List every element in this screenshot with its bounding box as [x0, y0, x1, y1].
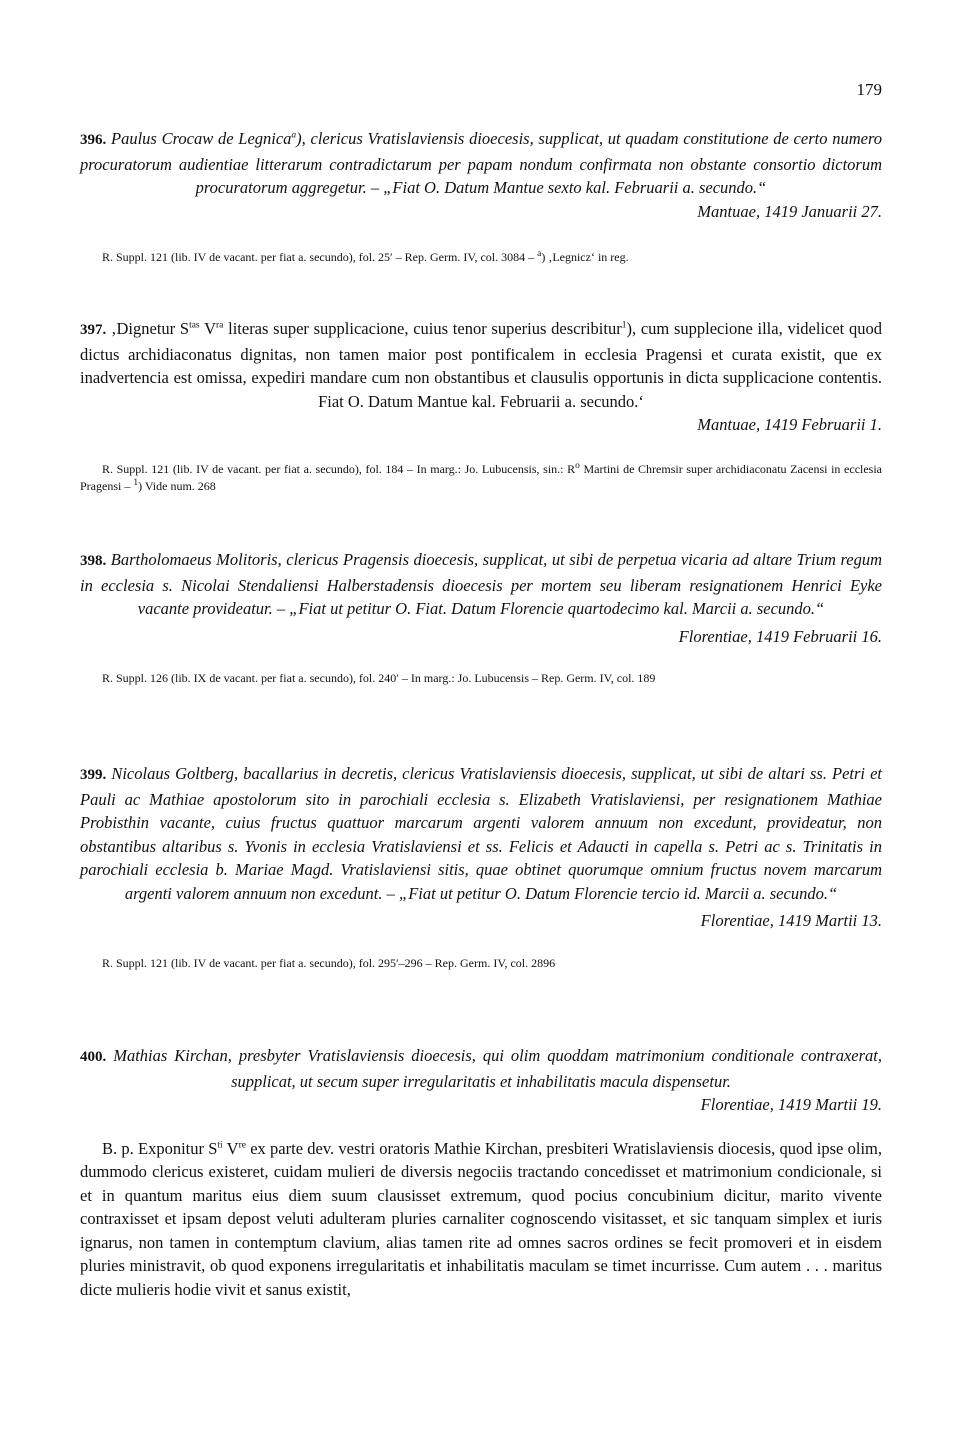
superscript: ra [215, 320, 224, 331]
entry-note: R. Suppl. 126 (lib. IX de vacant. per fiat a. secundo), fol. 240′ – In marg.: Jo. Lubucensis – Rep. Germ. IV, col. 189 [102, 671, 656, 685]
entry-400 [80, 1044, 882, 1301]
note-text: ) Vide num. 268 [138, 478, 216, 493]
entry-dateline: Florentiae, 1419 Martii 13. [700, 911, 882, 930]
entry-text-part: V [199, 319, 216, 338]
page-number: 179 [856, 80, 882, 99]
body-text-part: ex parte dev. vestri oratoris Mathie Kirchan, presbiteri Wratislaviensis diocesis, quod ipse olim, dummodo clericus existeret, cuidam mulieri de diversis negociis tractando concedisset et matrimonium condicionale, si et in quantum maritus eius diem suum clausisset extremum, quod pocius concubinium dicitur, marito vivente contraxisset et ipsam depost veluti adulteram pluries carnaliter cognoscendo visitasset, et sic tanquam simplex et iuris ignarus, non tamen in contemptum clavium, alias tamen rite ad omnes sacros ordines se fecit promoveri et in eisdem pluries ministravit, ob quod exponens irregularitatis et inhabilitatis maculam se timet incurrisse. Cum autem . . . maritus dicte mulieris hodie vivit et sanus existit, [80, 1138, 882, 1299]
entry-number: 399. [80, 767, 107, 783]
entry-398 [80, 548, 882, 687]
entry-dateline: Mantuae, 1419 Januarii 27. [697, 201, 882, 221]
superscript: tas [189, 320, 200, 331]
entry-399 [80, 762, 882, 972]
entry-text-part: ‚Dignetur S [111, 319, 190, 338]
entry-regest [80, 1044, 882, 1093]
entry-number: 398. [80, 553, 107, 569]
superscript: re [238, 1140, 246, 1150]
entry-number: 396. [80, 132, 107, 148]
entry-regest [80, 548, 882, 621]
body-text-part: B. p. Exponitur S [102, 1138, 218, 1158]
regest-text: ), clericus Vratislaviensis dioecesis, supplicat, ut quadam constitutione de certo numero procuratorum audientiae litterarum contradictarum per papam nondum confirmata non obstante consortio dictorum procuratorum aggregetur. – „Fiat O. Datum Mantue sexto kal. Februarii a. secundo.“ [80, 129, 882, 197]
entry-note [80, 249, 882, 266]
regest-text: Mathias Kirchan, presbyter Vratislaviensis dioecesis, qui olim quoddam matrimonium conditionale contraxerat, supplicat, ut secum super irregularitatis et inhabilitatis macula dispensetur. [113, 1046, 883, 1091]
entry-397 [80, 317, 882, 495]
footnote-marker: a [537, 249, 542, 259]
body-text-part: V [222, 1138, 239, 1158]
footnote-marker: 1 [621, 320, 627, 331]
entry-note [80, 461, 882, 495]
regest-text: Paulus Crocaw de Legnica [111, 129, 292, 148]
entry-number: 400. [80, 1049, 107, 1065]
entry-text [80, 317, 882, 413]
entry-396 [80, 127, 882, 266]
note-text: ) ‚Legnicz‘ in reg. [541, 250, 629, 264]
footnote-marker: 1 [133, 477, 139, 488]
note-text: R. Suppl. 121 (lib. IV de vacant. per fiat a. secundo), fol. 184 – In marg.: Jo. Lubucensis, sin.: R [102, 461, 576, 476]
superscript: o [575, 460, 580, 471]
entry-regest [80, 127, 882, 200]
entry-body [80, 1137, 882, 1302]
entry-text-part: literas super supplicacione, cuius tenor superius describitur [223, 319, 622, 338]
regest-text: Bartholomaeus Molitoris, clericus Pragensis dioecesis, supplicat, ut sibi de perpetua vicaria ad altare Trium regum in ecclesia s. Nicolai Stendaliensi Halberstadensis dioecesis per mortem seu liberam resignationem Henrici Eyke vacante provideatur. – „Fiat ut petitur O. Fiat. Datum Florencie quartodecimo kal. Marcii a. secundo.“ [80, 550, 883, 618]
entry-dateline: Florentiae, 1419 Februarii 16. [678, 626, 882, 646]
footnote-marker: a [291, 130, 297, 141]
entry-dateline: Florentiae, 1419 Martii 19. [700, 1095, 882, 1114]
regest-text: Nicolaus Goltberg, bacallarius in decretis, clericus Vratislaviensis dioecesis, supplicat, ut sibi de altari ss. Petri et Pauli ac Mathiae apostolorum sito in parochiali ecclesia s. Elizabeth Vratislaviensi, per resignationem Mathiae Probisthin vacante, cuius fructus quattuor marcarum argenti valorem annuum non excedunt, provideatur, non obstantibus altaribus s. Yvonis in ecclesia Vratislaviensi et ss. Felicis et Adaucti in capella s. Petri ac s. Trinitatis in parochiali ecclesia b. Mariae Magd. Vratislaviensi sitis, quae obtinet quorumque omnium fructus novem marcarum argenti valorem annuum non excedunt. – „Fiat ut petitur O. Datum Florencie tercio id. Marcii a. secundo.“ [80, 764, 882, 903]
superscript: ti [217, 1140, 223, 1150]
entry-dateline: Mantuae, 1419 Februarii 1. [697, 415, 882, 434]
note-text: R. Suppl. 121 (lib. IV de vacant. per fiat a. secundo), fol. 25′ – Rep. Germ. IV, col. 3084 – [102, 250, 538, 264]
entry-text-part: ), cum supplecione illa, videlicet quod dictus archidiaconatus dignitas, non tamen maior post pontificalem in ecclesia Pragensi et curata existit, que ex inadvertencia est omissa, expediri mandare cum non obstantibus et clausulis opportunis in dicta supplicacione contentis. Fiat O. Datum Mantue kal. Februarii a. secundo.‘ [80, 319, 882, 411]
entry-number: 397. [80, 322, 107, 338]
entry-regest [80, 762, 882, 905]
note-text: Martini de Chremsir super archidiaconatu Zacensi in ecclesia Pragensi – [80, 461, 883, 493]
entry-note: R. Suppl. 121 (lib. IV de vacant. per fiat a. secundo), fol. 295′–296 – Rep. Germ. IV, col. 2896 [102, 955, 556, 970]
